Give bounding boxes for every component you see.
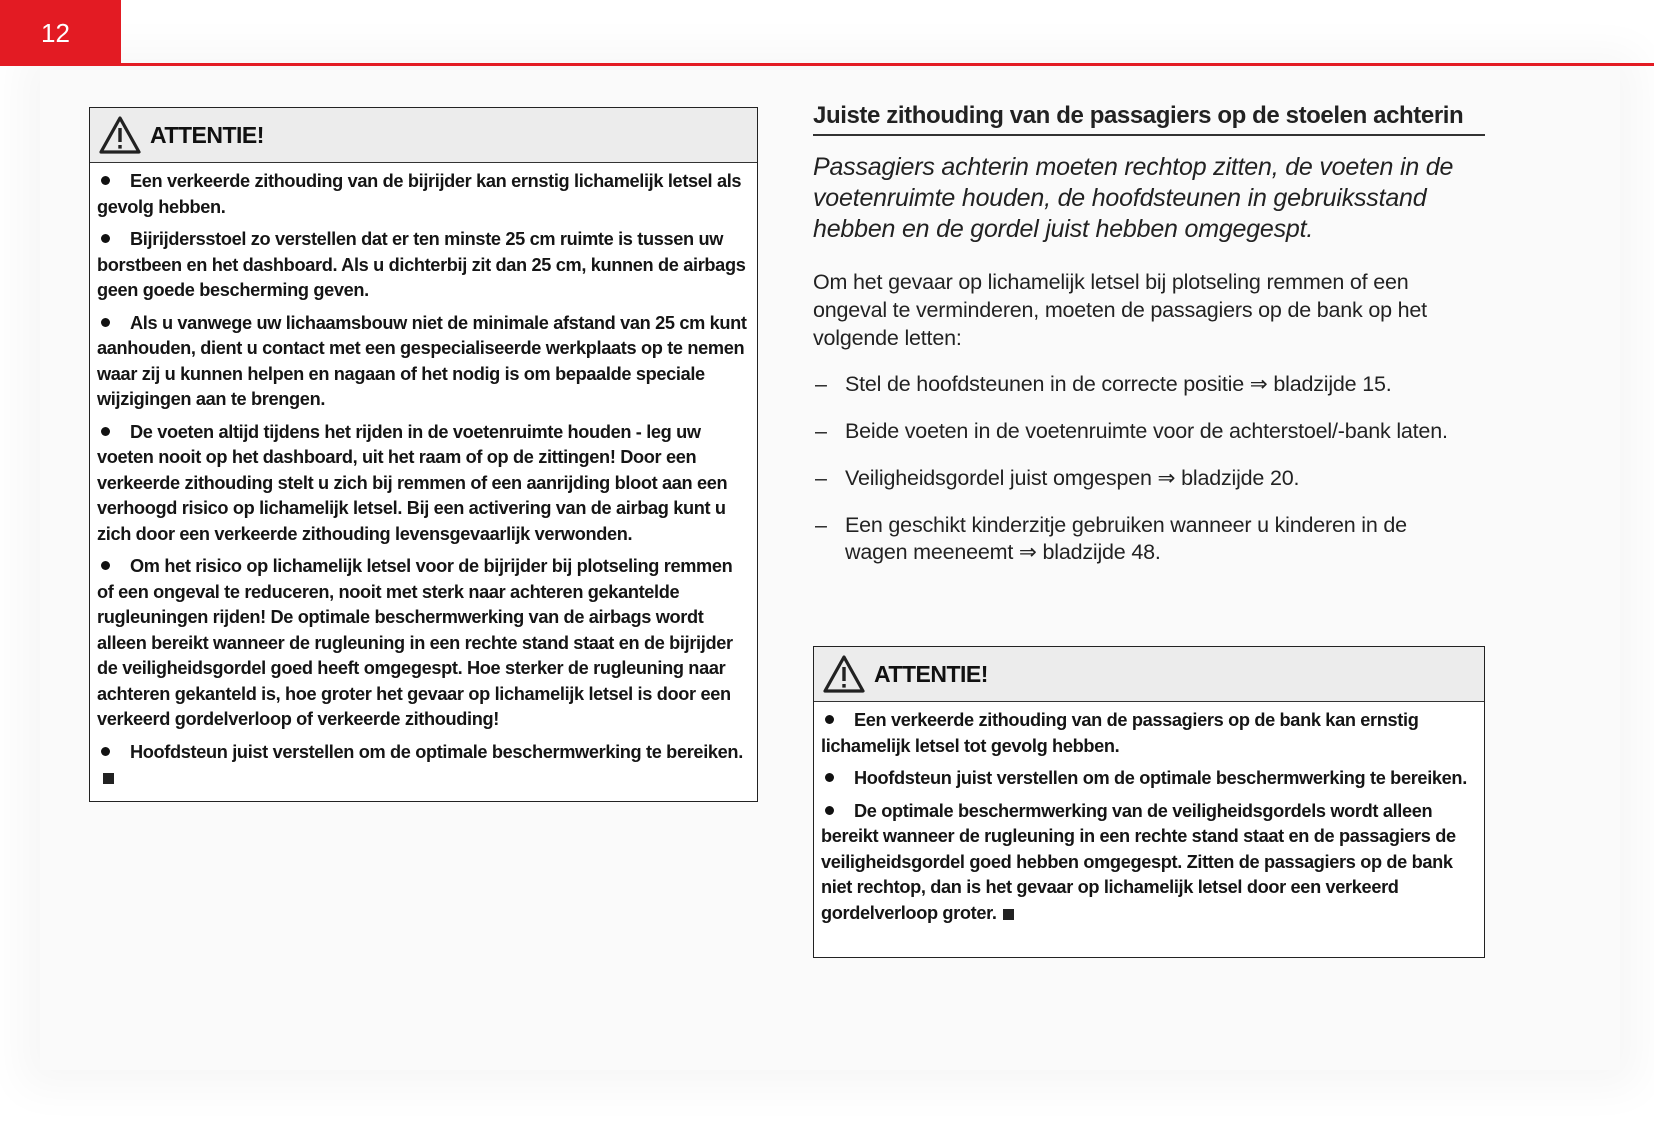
page-reference-link[interactable]: ⇒ bladzijde 20. bbox=[1157, 466, 1300, 490]
bullet-icon bbox=[101, 561, 110, 570]
warning-item: Als u vanwege uw lichaamsbouw niet de minimale afstand van 25 cm kunt aanhouden, dient u contact met een gespecialiseerde werkplaats op te nemen waar zij u kunnen helpen en nagaan of het nodig is om bepaalde speciale wijzigingen aan te brengen. bbox=[97, 312, 747, 409]
bullet-icon bbox=[825, 715, 834, 724]
list-item: – Beide voeten in de voetenruimte voor de achterstoel/-bank laten. bbox=[815, 419, 1448, 443]
warning-item: Hoofdsteun juist verstellen om de optimale beschermwerking te bereiken. bbox=[821, 766, 1477, 792]
warning-title: ATTENTIE! bbox=[874, 660, 988, 687]
bullet-icon bbox=[101, 318, 110, 327]
instruction-list bbox=[813, 371, 1473, 586]
section-lead: Passagiers achterin moeten rechtop zitten, de voeten in de voetenruimte houden, de hoofdsteunen in gebruiksstand hebben en de gordel juist hebben omgegespt. bbox=[813, 153, 1454, 243]
warning-title: ATTENTIE! bbox=[150, 121, 264, 148]
page-number: 12 bbox=[41, 17, 70, 48]
warning-body bbox=[814, 702, 1484, 932]
end-of-section-icon bbox=[1003, 909, 1014, 920]
bullet-icon bbox=[101, 176, 110, 185]
warning-triangle-icon bbox=[822, 654, 866, 694]
bullet-icon bbox=[101, 427, 110, 436]
list-item: – Veiligheidsgordel juist omgespen ⇒ bladzijde 20. bbox=[815, 466, 1300, 490]
page-reference-link[interactable]: ⇒ bladzijde 15. bbox=[1249, 372, 1392, 396]
warning-item: Hoofdsteun juist verstellen om de optimale beschermwerking te bereiken. bbox=[97, 740, 750, 791]
warning-triangle-icon bbox=[98, 115, 142, 155]
warning-body bbox=[90, 163, 757, 797]
warning-header bbox=[90, 108, 757, 163]
section-intro: Om het gevaar op lichamelijk letsel bij plotseling remmen of een ongeval te verminderen, moeten de passagiers op de bank op het volgende letten: bbox=[813, 270, 1427, 350]
bullet-icon bbox=[101, 234, 110, 243]
left-warning-box bbox=[89, 107, 758, 802]
warning-item: De optimale beschermwerking van de veiligheidsgordels wordt alleen bereikt wanneer de rugleuning in een rechte stand staat en de passagiers de veiligheidsgordel goed hebben omgegespt. Zitten de passagiers op de bank niet rechtop, dan is het gevaar op lichamelijk letsel door een verkeerd gordelverloop groter. bbox=[821, 800, 1456, 923]
warning-item: Een verkeerde zithouding van de passagiers op de bank kan ernstig lichamelijk letsel tot gevolg hebben. bbox=[821, 710, 1419, 756]
bullet-icon bbox=[825, 773, 834, 782]
header-rule bbox=[121, 63, 1654, 66]
end-of-section-icon bbox=[103, 773, 114, 784]
bullet-icon bbox=[101, 747, 110, 756]
warning-item: Een verkeerde zithouding van de bijrijder kan ernstig lichamelijk letsel als gevolg hebben. bbox=[97, 171, 742, 217]
list-item: – Stel de hoofdsteunen in de correcte positie ⇒ bladzijde 15. bbox=[815, 372, 1392, 396]
list-item: – Een geschikt kinderzitje gebruiken wanneer u kinderen in de wagen meeneemt ⇒ bladzijde 48. bbox=[815, 513, 1407, 564]
warning-item: Bijrijdersstoel zo verstellen dat er ten minste 25 cm ruimte is tussen uw borstbeen en het dashboard. Als u dichterbij zit dan 25 cm, kunnen de airbags geen goede bescherming geven. bbox=[97, 229, 746, 300]
page-number-tab bbox=[0, 0, 121, 66]
page-reference-link[interactable]: ⇒ bladzijde 48. bbox=[1018, 540, 1161, 564]
warning-item: De voeten altijd tijdens het rijden in de voetenruimte houden - leg uw voeten nooit op het dashboard, uit het raam of op de zittingen! Door een verkeerde zithouding stelt u zich bij remmen of een aanrijding bloot aan een verhoogd risico op lichamelijk letsel. Bij een activering van de airbag kunt u zich door een verkeerde zithouding levensgevaarlijk verwonden. bbox=[97, 421, 728, 544]
bullet-icon bbox=[825, 806, 834, 815]
warning-item: Om het risico op lichamelijk letsel voor de bijrijder bij plotseling remmen of een ongeval te reduceren, nooit met sterk naar achteren gekantelde rugleuningen rijden! De optimale beschermwerking van de airbags wordt alleen bereikt wanneer de rugleuning in een rechte stand staat en de bijrijder de veiligheidsgordel goed heeft omgegespt. Hoe sterker de rugleuning naar achteren gekanteld is, hoe groter het gevaar op lichamelijk letsel is door een verkeerd gordelverloop of verkeerde zithouding! bbox=[97, 556, 733, 729]
right-warning-box bbox=[813, 646, 1485, 958]
section-title: Juiste zithouding van de passagiers op de stoelen achterin bbox=[813, 102, 1485, 136]
warning-header bbox=[814, 647, 1484, 702]
